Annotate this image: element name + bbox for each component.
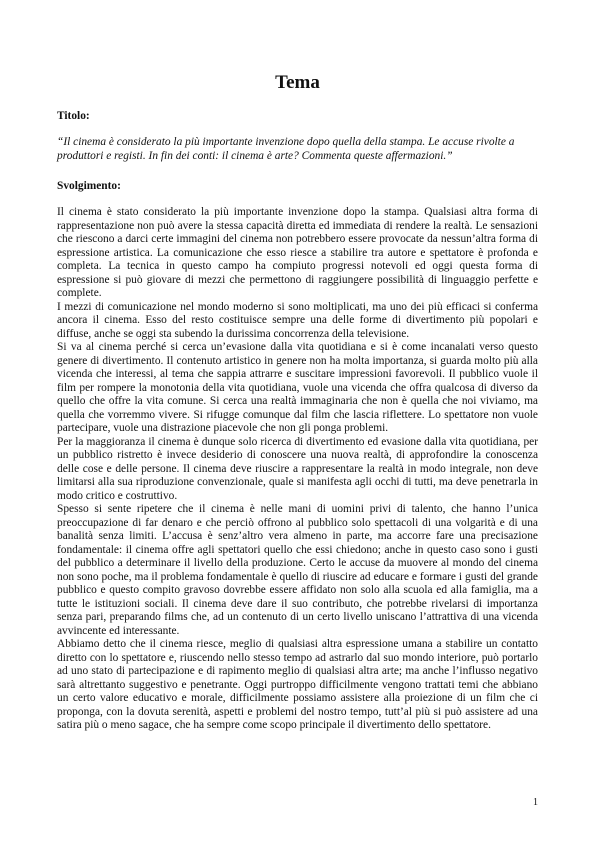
- paragraph: Si va al cinema perché si cerca un’evasione dalla vita quotidiana e si è come incanalati verso questo genere di divertimento. Il contenuto artistico in genere non ha molta importanza, si guarda molto più alla vicenda che interessi, al tema che sappia attrarre e suscitare impressioni favorevoli. Il pubblico vuole il film per rompere la monotonia della vita quotidiana, vuole una vicenda che offra qualcosa di diverso da quello che offre la vita comune. Si cerca una realtà immaginaria che non è quella che noi viviamo, ma quella che vorremmo vivere. Si rifugge comunque dal film che lascia riflettere. Lo spettatore non vuole partecipare, vuole una distrazione piacevole che non gli ponga problemi.: [57, 341, 538, 434]
- page-title: Tema: [275, 72, 320, 93]
- titolo-label: Titolo:: [57, 110, 90, 122]
- paragraph: I mezzi di comunicazione nel mondo moderno si sono moltiplicati, ma uno dei più efficaci si conferma ancora il cinema. Esso del resto costituisce sempre una delle forme di divertimento più popolari e diffuse, anche se oggi sta subendo la durissima concorrenza della televisione.: [57, 300, 538, 340]
- page-number: 1: [533, 797, 538, 808]
- paragraph: Spesso si sente ripetere che il cinema è nelle mani di uomini privi di talento, che hanno l’unica preoccupazione di far denaro e che perciò offrono al pubblico solo spettacoli di una volgarità e di una banalità senza limiti. L’accusa è senz’altro vera almeno in parte, ma accorre fare una precisazione fondamentale: il cinema offre agli spettatori quello che essi chiedono; anche in questo caso sono i gusti del pubblico a determinare il livello della produzione. Certo le accuse da muovere al mondo del cinema non sono poche, ma il problema fondamentale è quello di riuscire ad educare e formare i gusti del grande pubblico e questo compito gravoso dovrebbe essere affidato non solo alla scuola ed alla famiglia, ma a tutte le istituzioni sociali. Il cinema deve dare il suo contributo, che potrebbe rivelarsi di importanza senza pari, preparando films che, ad un contenuto di un certo livello uniscano l’attrattiva di una vicenda avvincente ed interessante.: [57, 503, 538, 637]
- paragraph: Per la maggioranza il cinema è dunque solo ricerca di divertimento ed evasione dalla vita quotidiana, per un pubblico ristretto è invece desiderio di conoscere una nuova realtà, di approfondire la conoscenza delle cose e delle persone. Il cinema deve riuscire a rappresentare la realtà in modo integrale, non deve limitarsi alla sua riproduzione convenzionale, quale si manifesta agli occhi di tutti, ma deve penetrarla in modo critico e costruttivo.: [57, 435, 538, 502]
- paragraph: Abbiamo detto che il cinema riesce, meglio di qualsiasi altra espressione umana a stabilire un contatto diretto con lo spettatore e, riuscendo nello stesso tempo ad astrarlo dal suo mondo interiore, può portarlo ad uno stato di partecipazione e di rapimento meglio di qualsiasi altra arte; ma anche l’influsso negativo sarà altrettanto suggestivo e penetrante. Oggi purtroppo difficilmente vengono trattati temi che abbiano un certo valore educativo e morale, difficilmente possiamo assistere alla proiezione di un film che ci proponga, con la dovuta serenità, aspetti e problemi del nostro tempo, tutt’al più si può assistere ad una satira più o meno sagace, che ha sempre come scopo principale il divertimento dello spettatore.: [57, 638, 538, 731]
- essay-body: [57, 206, 538, 733]
- essay-topic: “Il cinema è considerato la più importante invenzione dopo quella della stampa. Le accuse rivolte a produttori e registi. In fin dei conti: il cinema è arte? Commenta queste affermazioni.”: [57, 136, 515, 162]
- svolgimento-label: Svolgimento:: [57, 180, 121, 192]
- paragraph: Il cinema è stato considerato la più importante invenzione dopo la stampa. Qualsiasi altra forma di rappresentazione non può avere la stessa capacità diretta ed immediata di rendere la realtà. Le sensazioni che riescono a darci certe immagini del cinema non potrebbero essere provocate da nessun’altra forma di espressione artistica. La comunicazione che esso riesce a stabilire tra autore e spettatore è profonda e completa. La tecnica in questo campo ha compiuto progressi notevoli ed oggi questa forma di espressione si può giovare di mezzi che permettono di raggiungere possibilità di linguaggio perfette e complete.: [57, 206, 538, 299]
